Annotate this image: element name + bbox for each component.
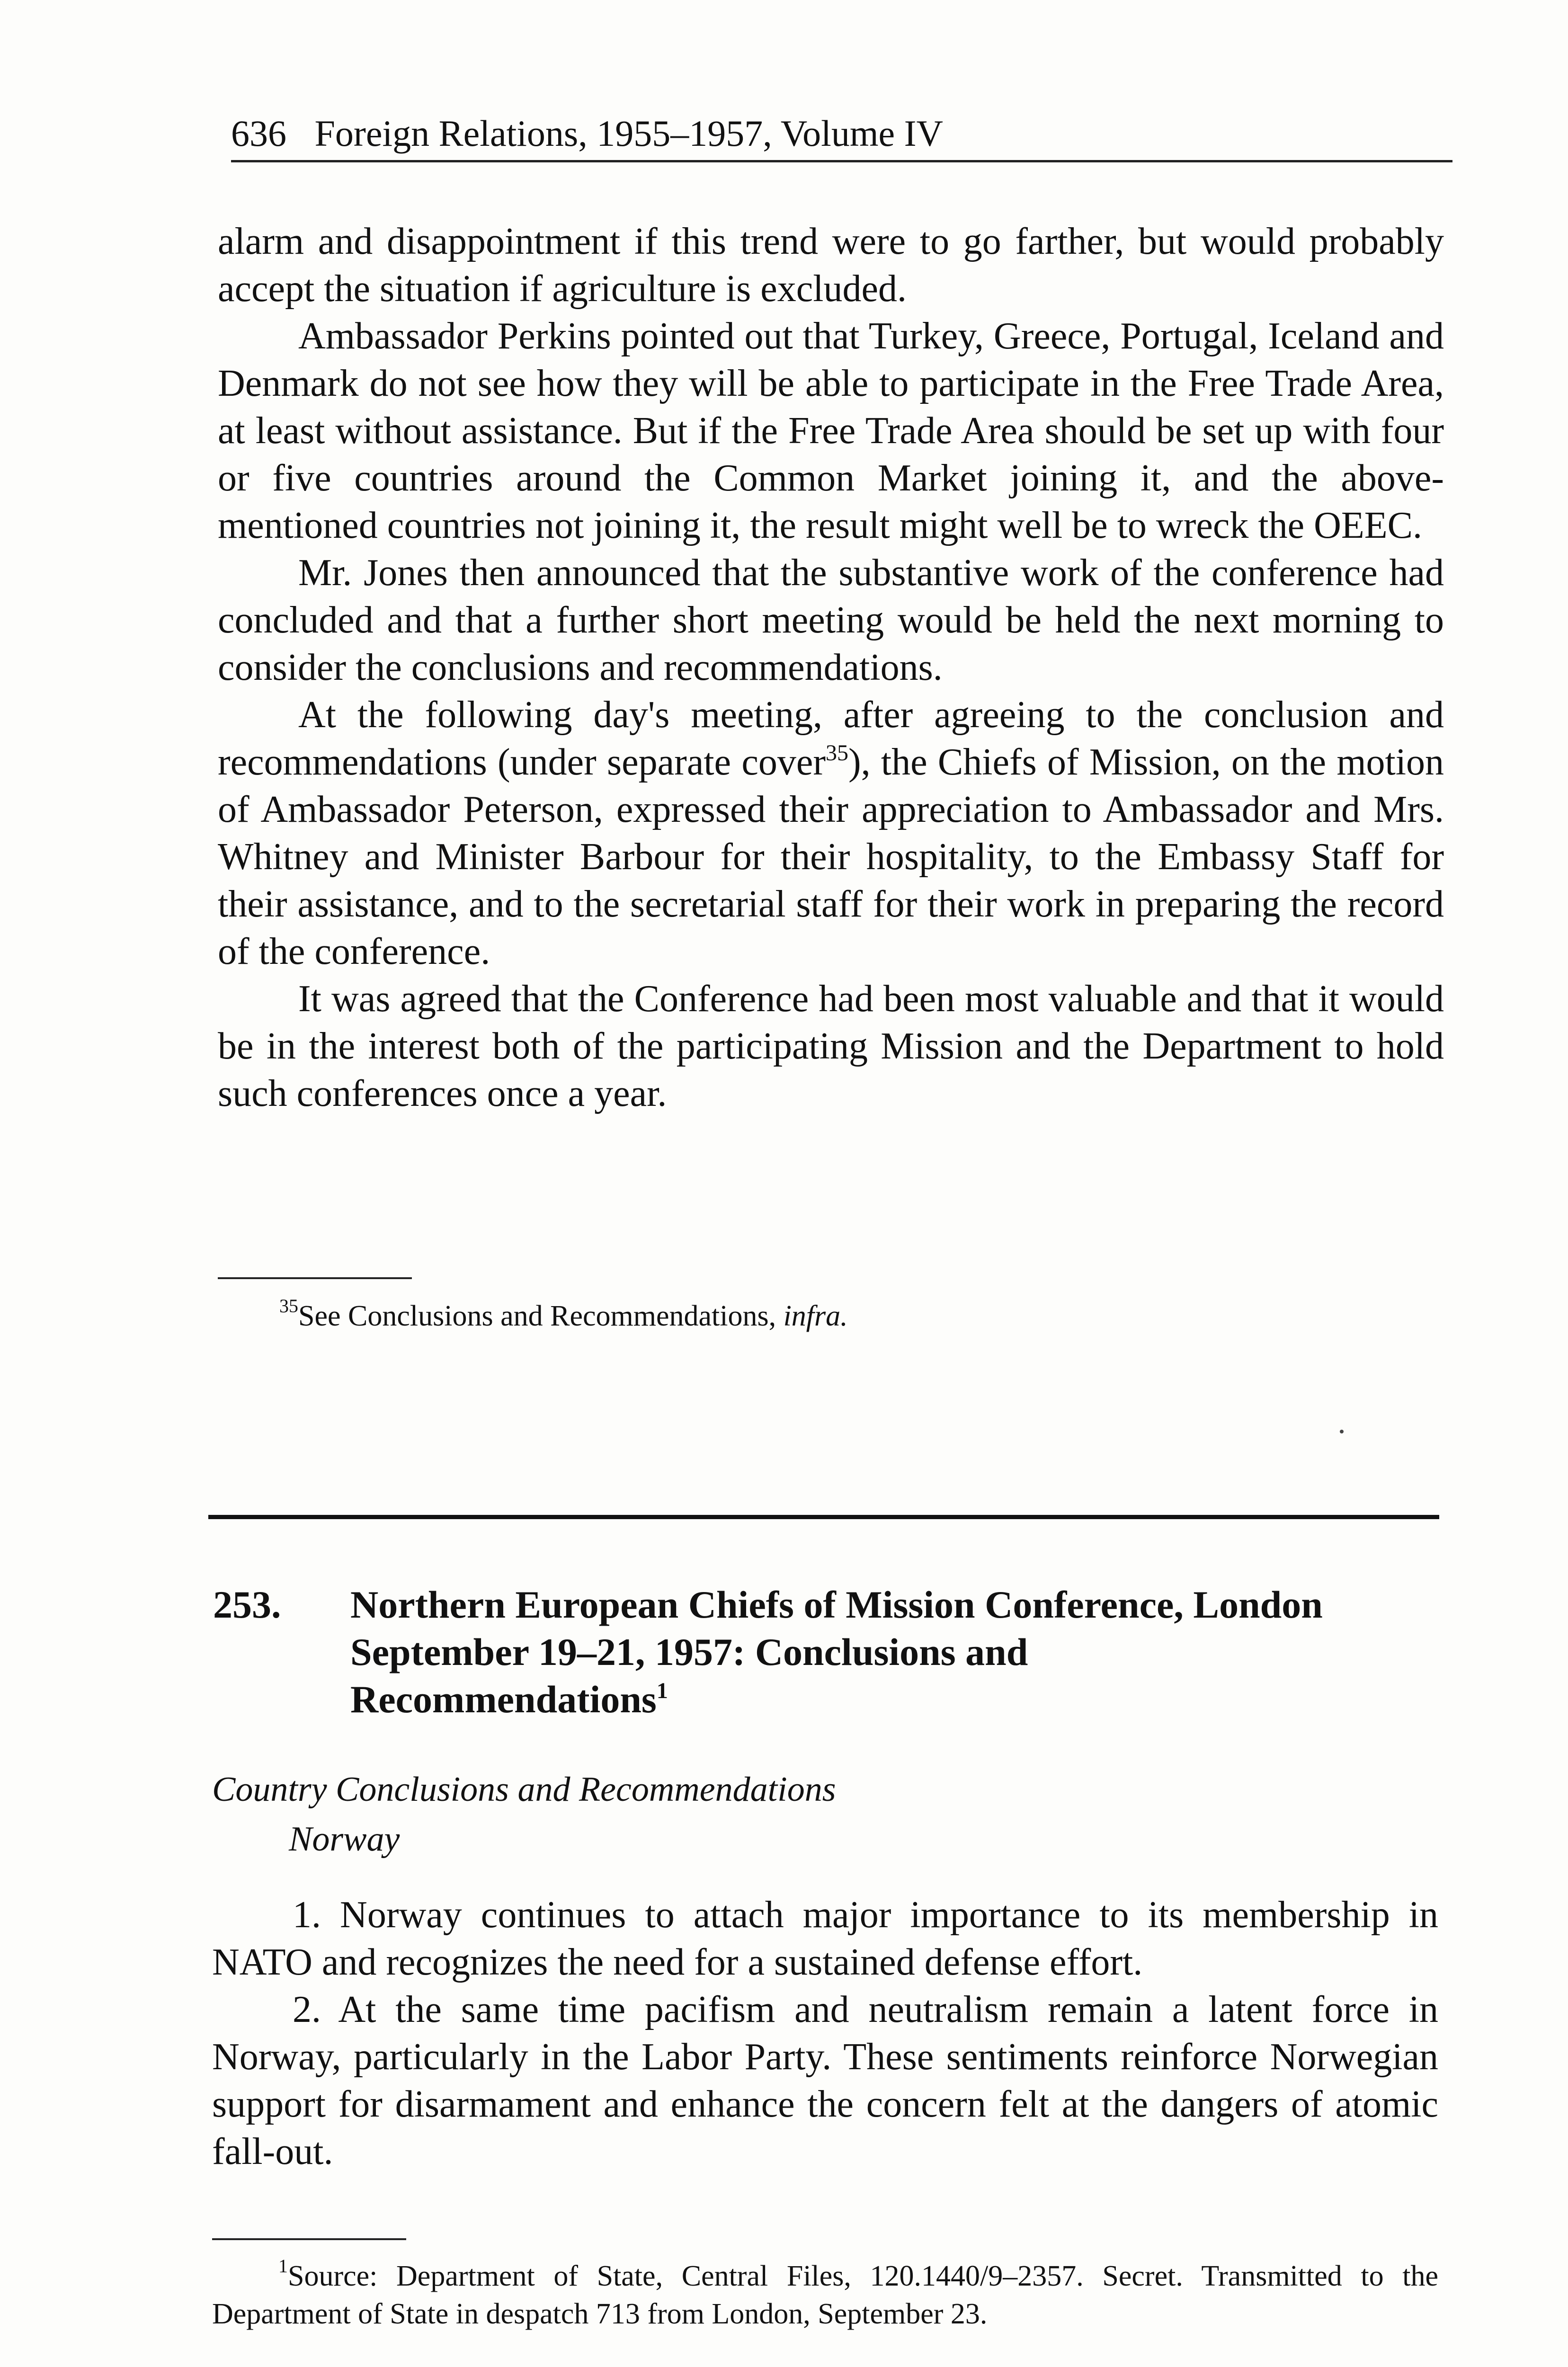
section-heading: Country Conclusions and Recommendations <box>212 1770 836 1809</box>
footnote-ref-35: 35 <box>825 740 848 765</box>
paragraph-agreed: It was agreed that the Conference had been most valuable and that it would be in the interest both of the participating Mission and the Department to hold such conferences once a year. <box>218 978 1444 1114</box>
footnote-35 <box>279 1297 1416 1335</box>
paragraph-following-day <box>218 691 1444 975</box>
document-divider <box>208 1515 1439 1519</box>
running-header <box>231 110 1452 162</box>
title-line: September 19–21, 1957: Conclusions and <box>350 1630 1028 1673</box>
speck <box>1340 1430 1344 1433</box>
running-title: Foreign Relations, 1955–1957, Volume IV <box>314 113 943 154</box>
footnote-text: See Conclusions and Recommendations, <box>298 1300 784 1332</box>
country-heading: Norway <box>289 1820 400 1859</box>
paragraph-perkins: Ambassador Perkins pointed out that Turkey, Greece, Portugal, Iceland and Denmark do not see how they will be able to participate in the Free Trade Area, at least without assistance. But if the Free Trade Area should be set up with four or five countries around the Common Market joining it, and the above-mentioned countries not joining it, the result might well be to wreck the OEEC. <box>218 315 1444 546</box>
title-footnote-ref: 1 <box>656 1678 668 1703</box>
page-number: 636 <box>231 113 286 154</box>
footnote-divider <box>212 2238 406 2240</box>
title-text: Recommendations <box>350 1678 657 1721</box>
paragraph-text: ), the Chiefs of Mission, on the motion of Ambassador Peterson, expressed their appreciation to Ambassador and Mrs. Whitney and Minister Barbour for their hospitality, to the Embassy Staff for their assistance, and to the secretarial staff for their work in preparing the record of the conference. <box>218 741 1444 972</box>
footnote-divider <box>218 1277 412 1279</box>
paragraph-text: At the following day's meeting, after agreeing to the conclusion and recommendations (under separate cover <box>218 694 1444 783</box>
document-number: 253. <box>213 1583 281 1626</box>
footnote-marker: 1 <box>278 2255 288 2277</box>
footnote-1 <box>212 2257 1438 2333</box>
paragraph-jones: Mr. Jones then announced that the substantive work of the conference had concluded and that a further short meeting would be held the next morning to consider the conclusions and recommendations. <box>218 552 1444 688</box>
footnote-text: Source: Department of State, Central Files, 120.1440/9–2357. Secret. Transmitted to the Department of State in despatch 713 from London, September 23. <box>212 2260 1438 2330</box>
document-title <box>350 1581 1453 1723</box>
title-line: Northern European Chiefs of Mission Conference, London <box>350 1583 1323 1626</box>
title-line <box>350 1676 1453 1723</box>
footnote-italic: infra. <box>783 1300 848 1332</box>
paragraph-continued: alarm and disappointment if this trend were to go farther, but would probably accept the situation if agriculture is excluded. <box>218 221 1444 310</box>
footnote-marker: 35 <box>279 1295 298 1317</box>
norway-conclusions <box>212 1891 1438 2175</box>
conclusion-item: 1. Norway continues to attach major importance to its membership in NATO and recognizes the need for a sustained defense effort. <box>212 1894 1438 1983</box>
conclusion-item: 2. At the same time pacifism and neutralism remain a latent force in Norway, particularly in the Labor Party. These sentiments reinforce Norwegian support for disarmament and enhance the concern felt at the dangers of atomic fall-out. <box>212 1989 1438 2172</box>
continued-text <box>218 218 1444 1117</box>
